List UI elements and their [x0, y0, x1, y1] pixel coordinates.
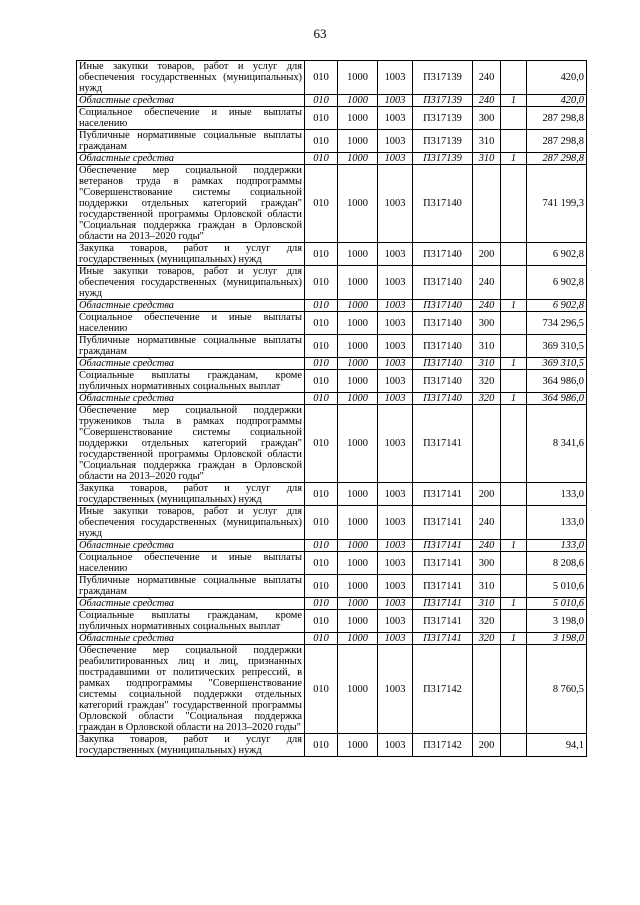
target-article-code-cell: П317141 — [413, 610, 473, 633]
expense-type-code-cell: 240 — [473, 266, 501, 300]
table-row-regional-funds — [77, 300, 587, 312]
funding-source-code-cell — [501, 405, 527, 483]
funding-source-code-cell: 1 — [501, 393, 527, 405]
funding-source-code-cell — [501, 243, 527, 266]
grbs-code-cell: 010 — [305, 734, 338, 757]
subsection-code-cell: 1003 — [378, 335, 413, 358]
section-code-cell: 1000 — [338, 552, 378, 575]
amount-cell: 5 010,6 — [527, 575, 587, 598]
row-name-cell: Областные средства — [77, 633, 305, 645]
table-row — [77, 107, 587, 130]
expense-type-code-cell: 310 — [473, 575, 501, 598]
subsection-code-cell: 1003 — [378, 506, 413, 540]
subsection-code-cell: 1003 — [378, 358, 413, 370]
amount-cell: 287 298,8 — [527, 107, 587, 130]
row-name-cell: Областные средства — [77, 358, 305, 370]
amount-cell: 741 199,3 — [527, 165, 587, 243]
grbs-code-cell: 010 — [305, 598, 338, 610]
table-row — [77, 61, 587, 95]
target-article-code-cell: П317141 — [413, 483, 473, 506]
subsection-code-cell: 1003 — [378, 266, 413, 300]
row-name-cell: Иные закупки товаров, работ и услуг для обеспечения государственных (муниципальных) нужд — [77, 61, 305, 95]
funding-source-code-cell — [501, 335, 527, 358]
table-row — [77, 130, 587, 153]
amount-cell: 420,0 — [527, 95, 587, 107]
subsection-code-cell: 1003 — [378, 540, 413, 552]
subsection-code-cell: 1003 — [378, 552, 413, 575]
row-name-cell: Закупка товаров, работ и услуг для государственных (муниципальных) нужд — [77, 243, 305, 266]
expense-type-code-cell — [473, 645, 501, 734]
table-row-regional-funds — [77, 633, 587, 645]
funding-source-code-cell — [501, 165, 527, 243]
grbs-code-cell: 010 — [305, 405, 338, 483]
expense-type-code-cell: 240 — [473, 506, 501, 540]
subsection-code-cell: 1003 — [378, 130, 413, 153]
row-name-cell: Социальные выплаты гражданам, кроме публичных нормативных социальных выплат — [77, 370, 305, 393]
section-code-cell: 1000 — [338, 506, 378, 540]
target-article-code-cell: П317139 — [413, 153, 473, 165]
subsection-code-cell: 1003 — [378, 645, 413, 734]
grbs-code-cell: 010 — [305, 95, 338, 107]
expense-type-code-cell — [473, 405, 501, 483]
subsection-code-cell: 1003 — [378, 633, 413, 645]
grbs-code-cell: 010 — [305, 575, 338, 598]
expense-type-code-cell: 200 — [473, 243, 501, 266]
section-code-cell: 1000 — [338, 405, 378, 483]
grbs-code-cell: 010 — [305, 130, 338, 153]
target-article-code-cell: П317139 — [413, 61, 473, 95]
subsection-code-cell: 1003 — [378, 312, 413, 335]
grbs-code-cell: 010 — [305, 243, 338, 266]
expense-type-code-cell: 300 — [473, 107, 501, 130]
row-name-cell: Социальное обеспечение и иные выплаты населению — [77, 107, 305, 130]
funding-source-code-cell: 1 — [501, 598, 527, 610]
expense-type-code-cell: 300 — [473, 552, 501, 575]
amount-cell: 6 902,8 — [527, 266, 587, 300]
amount-cell: 364 986,0 — [527, 393, 587, 405]
grbs-code-cell: 010 — [305, 312, 338, 335]
table-row — [77, 312, 587, 335]
row-name-cell: Публичные нормативные социальные выплаты гражданам — [77, 335, 305, 358]
table-row — [77, 645, 587, 734]
target-article-code-cell: П317140 — [413, 335, 473, 358]
amount-cell: 8 760,5 — [527, 645, 587, 734]
subsection-code-cell: 1003 — [378, 153, 413, 165]
row-name-cell: Обеспечение мер социальной поддержки тружеников тыла в рамках подпрограммы "Совершенствование системы социальной поддержки отдельных категорий граждан" государственной программы Орловской области "Социальная поддержка граждан в Орловской области на 2013–2020 годы" — [77, 405, 305, 483]
grbs-code-cell: 010 — [305, 61, 338, 95]
row-name-cell: Областные средства — [77, 393, 305, 405]
section-code-cell: 1000 — [338, 358, 378, 370]
expense-type-code-cell: 200 — [473, 734, 501, 757]
amount-cell: 369 310,5 — [527, 335, 587, 358]
expense-type-code-cell: 310 — [473, 335, 501, 358]
grbs-code-cell: 010 — [305, 300, 338, 312]
section-code-cell: 1000 — [338, 312, 378, 335]
subsection-code-cell: 1003 — [378, 95, 413, 107]
grbs-code-cell: 010 — [305, 107, 338, 130]
target-article-code-cell: П317140 — [413, 243, 473, 266]
target-article-code-cell: П317141 — [413, 552, 473, 575]
budget-table-body — [77, 61, 587, 757]
funding-source-code-cell — [501, 483, 527, 506]
amount-cell: 3 198,0 — [527, 633, 587, 645]
target-article-code-cell: П317141 — [413, 506, 473, 540]
target-article-code-cell: П317140 — [413, 312, 473, 335]
amount-cell: 6 902,8 — [527, 243, 587, 266]
row-name-cell: Социальное обеспечение и иные выплаты населению — [77, 552, 305, 575]
grbs-code-cell: 010 — [305, 633, 338, 645]
page-number: 63 — [313, 26, 327, 41]
target-article-code-cell: П317141 — [413, 575, 473, 598]
funding-source-code-cell — [501, 552, 527, 575]
amount-cell: 3 198,0 — [527, 610, 587, 633]
expense-type-code-cell: 310 — [473, 130, 501, 153]
grbs-code-cell: 010 — [305, 370, 338, 393]
row-name-cell: Областные средства — [77, 540, 305, 552]
section-code-cell: 1000 — [338, 95, 378, 107]
subsection-code-cell: 1003 — [378, 300, 413, 312]
amount-cell: 94,1 — [527, 734, 587, 757]
amount-cell: 6 902,8 — [527, 300, 587, 312]
row-name-cell: Иные закупки товаров, работ и услуг для обеспечения государственных (муниципальных) нужд — [77, 266, 305, 300]
subsection-code-cell: 1003 — [378, 165, 413, 243]
row-name-cell: Областные средства — [77, 598, 305, 610]
row-name-cell: Обеспечение мер социальной поддержки реабилитированных лиц и лиц, признанных пострадавшими от политических репрессий, в рамках подпрограммы "Совершенствование системы социальной поддержки отдельных категорий граждан" государственной программы Орловской области "Социальная поддержка граждан в Орловской области на 2013–2020 годы" — [77, 645, 305, 734]
section-code-cell: 1000 — [338, 734, 378, 757]
funding-source-code-cell — [501, 266, 527, 300]
funding-source-code-cell — [501, 645, 527, 734]
subsection-code-cell: 1003 — [378, 61, 413, 95]
row-name-cell: Социальное обеспечение и иные выплаты населению — [77, 312, 305, 335]
section-code-cell: 1000 — [338, 540, 378, 552]
grbs-code-cell: 010 — [305, 506, 338, 540]
section-code-cell: 1000 — [338, 243, 378, 266]
expense-type-code-cell: 200 — [473, 483, 501, 506]
grbs-code-cell: 010 — [305, 165, 338, 243]
table-row-regional-funds — [77, 153, 587, 165]
section-code-cell: 1000 — [338, 633, 378, 645]
table-row-regional-funds — [77, 540, 587, 552]
table-row-regional-funds — [77, 358, 587, 370]
target-article-code-cell: П317142 — [413, 734, 473, 757]
subsection-code-cell: 1003 — [378, 393, 413, 405]
funding-source-code-cell — [501, 370, 527, 393]
row-name-cell: Иные закупки товаров, работ и услуг для обеспечения государственных (муниципальных) нужд — [77, 506, 305, 540]
table-row — [77, 552, 587, 575]
grbs-code-cell: 010 — [305, 335, 338, 358]
section-code-cell: 1000 — [338, 335, 378, 358]
grbs-code-cell: 010 — [305, 153, 338, 165]
subsection-code-cell: 1003 — [378, 598, 413, 610]
amount-cell: 364 986,0 — [527, 370, 587, 393]
expense-type-code-cell: 240 — [473, 300, 501, 312]
expense-type-code-cell: 310 — [473, 358, 501, 370]
amount-cell: 369 310,5 — [527, 358, 587, 370]
funding-source-code-cell — [501, 575, 527, 598]
target-article-code-cell: П317139 — [413, 95, 473, 107]
table-row — [77, 405, 587, 483]
amount-cell: 420,0 — [527, 61, 587, 95]
subsection-code-cell: 1003 — [378, 575, 413, 598]
section-code-cell: 1000 — [338, 575, 378, 598]
funding-source-code-cell: 1 — [501, 300, 527, 312]
section-code-cell: 1000 — [338, 266, 378, 300]
target-article-code-cell: П317140 — [413, 370, 473, 393]
amount-cell: 287 298,8 — [527, 153, 587, 165]
target-article-code-cell: П317140 — [413, 266, 473, 300]
target-article-code-cell: П317139 — [413, 130, 473, 153]
row-name-cell: Публичные нормативные социальные выплаты гражданам — [77, 575, 305, 598]
expense-type-code-cell: 240 — [473, 540, 501, 552]
target-article-code-cell: П317139 — [413, 107, 473, 130]
section-code-cell: 1000 — [338, 61, 378, 95]
subsection-code-cell: 1003 — [378, 107, 413, 130]
table-row — [77, 575, 587, 598]
row-name-cell: Социальные выплаты гражданам, кроме публичных нормативных социальных выплат — [77, 610, 305, 633]
section-code-cell: 1000 — [338, 645, 378, 734]
section-code-cell: 1000 — [338, 393, 378, 405]
funding-source-code-cell — [501, 734, 527, 757]
expense-type-code-cell: 320 — [473, 633, 501, 645]
grbs-code-cell: 010 — [305, 610, 338, 633]
amount-cell: 133,0 — [527, 540, 587, 552]
funding-source-code-cell — [501, 610, 527, 633]
table-row — [77, 335, 587, 358]
row-name-cell: Областные средства — [77, 300, 305, 312]
target-article-code-cell: П317140 — [413, 300, 473, 312]
table-row — [77, 243, 587, 266]
section-code-cell: 1000 — [338, 165, 378, 243]
funding-source-code-cell — [501, 130, 527, 153]
expense-type-code-cell: 320 — [473, 393, 501, 405]
table-row-regional-funds — [77, 95, 587, 107]
expense-type-code-cell: 310 — [473, 598, 501, 610]
funding-source-code-cell: 1 — [501, 633, 527, 645]
funding-source-code-cell — [501, 312, 527, 335]
table-row — [77, 370, 587, 393]
target-article-code-cell: П317141 — [413, 598, 473, 610]
expense-type-code-cell: 320 — [473, 370, 501, 393]
target-article-code-cell: П317141 — [413, 405, 473, 483]
target-article-code-cell: П317142 — [413, 645, 473, 734]
funding-source-code-cell: 1 — [501, 95, 527, 107]
section-code-cell: 1000 — [338, 107, 378, 130]
target-article-code-cell: П317140 — [413, 358, 473, 370]
funding-source-code-cell: 1 — [501, 358, 527, 370]
subsection-code-cell: 1003 — [378, 610, 413, 633]
grbs-code-cell: 010 — [305, 552, 338, 575]
funding-source-code-cell — [501, 506, 527, 540]
budget-table — [76, 60, 587, 757]
section-code-cell: 1000 — [338, 300, 378, 312]
funding-source-code-cell: 1 — [501, 540, 527, 552]
section-code-cell: 1000 — [338, 598, 378, 610]
section-code-cell: 1000 — [338, 483, 378, 506]
target-article-code-cell: П317140 — [413, 393, 473, 405]
row-name-cell: Областные средства — [77, 95, 305, 107]
target-article-code-cell: П317141 — [413, 540, 473, 552]
row-name-cell: Публичные нормативные социальные выплаты гражданам — [77, 130, 305, 153]
section-code-cell: 1000 — [338, 130, 378, 153]
grbs-code-cell: 010 — [305, 483, 338, 506]
amount-cell: 287 298,8 — [527, 130, 587, 153]
row-name-cell: Закупка товаров, работ и услуг для государственных (муниципальных) нужд — [77, 483, 305, 506]
funding-source-code-cell — [501, 61, 527, 95]
subsection-code-cell: 1003 — [378, 370, 413, 393]
row-name-cell: Областные средства — [77, 153, 305, 165]
amount-cell: 5 010,6 — [527, 598, 587, 610]
row-name-cell: Закупка товаров, работ и услуг для государственных (муниципальных) нужд — [77, 734, 305, 757]
section-code-cell: 1000 — [338, 370, 378, 393]
amount-cell: 8 208,6 — [527, 552, 587, 575]
table-row — [77, 266, 587, 300]
table-row — [77, 734, 587, 757]
expense-type-code-cell: 240 — [473, 95, 501, 107]
target-article-code-cell: П317141 — [413, 633, 473, 645]
row-name-cell: Обеспечение мер социальной поддержки ветеранов труда в рамках подпрограммы "Совершенствование системы социальной поддержки отдельных категорий граждан" государственной программы Орловской области "Социальная поддержка граждан в Орловской области на 2013–2020 годы" — [77, 165, 305, 243]
expense-type-code-cell: 320 — [473, 610, 501, 633]
subsection-code-cell: 1003 — [378, 483, 413, 506]
table-row-regional-funds — [77, 393, 587, 405]
table-row — [77, 610, 587, 633]
amount-cell: 8 341,6 — [527, 405, 587, 483]
grbs-code-cell: 010 — [305, 393, 338, 405]
grbs-code-cell: 010 — [305, 266, 338, 300]
expense-type-code-cell — [473, 165, 501, 243]
table-row-regional-funds — [77, 598, 587, 610]
table-row — [77, 483, 587, 506]
grbs-code-cell: 010 — [305, 540, 338, 552]
amount-cell: 133,0 — [527, 483, 587, 506]
target-article-code-cell: П317140 — [413, 165, 473, 243]
table-row — [77, 165, 587, 243]
section-code-cell: 1000 — [338, 610, 378, 633]
funding-source-code-cell: 1 — [501, 153, 527, 165]
expense-type-code-cell: 240 — [473, 61, 501, 95]
expense-type-code-cell: 310 — [473, 153, 501, 165]
section-code-cell: 1000 — [338, 153, 378, 165]
grbs-code-cell: 010 — [305, 645, 338, 734]
expense-type-code-cell: 300 — [473, 312, 501, 335]
subsection-code-cell: 1003 — [378, 734, 413, 757]
subsection-code-cell: 1003 — [378, 243, 413, 266]
subsection-code-cell: 1003 — [378, 405, 413, 483]
funding-source-code-cell — [501, 107, 527, 130]
amount-cell: 734 296,5 — [527, 312, 587, 335]
grbs-code-cell: 010 — [305, 358, 338, 370]
table-row — [77, 506, 587, 540]
amount-cell: 133,0 — [527, 506, 587, 540]
